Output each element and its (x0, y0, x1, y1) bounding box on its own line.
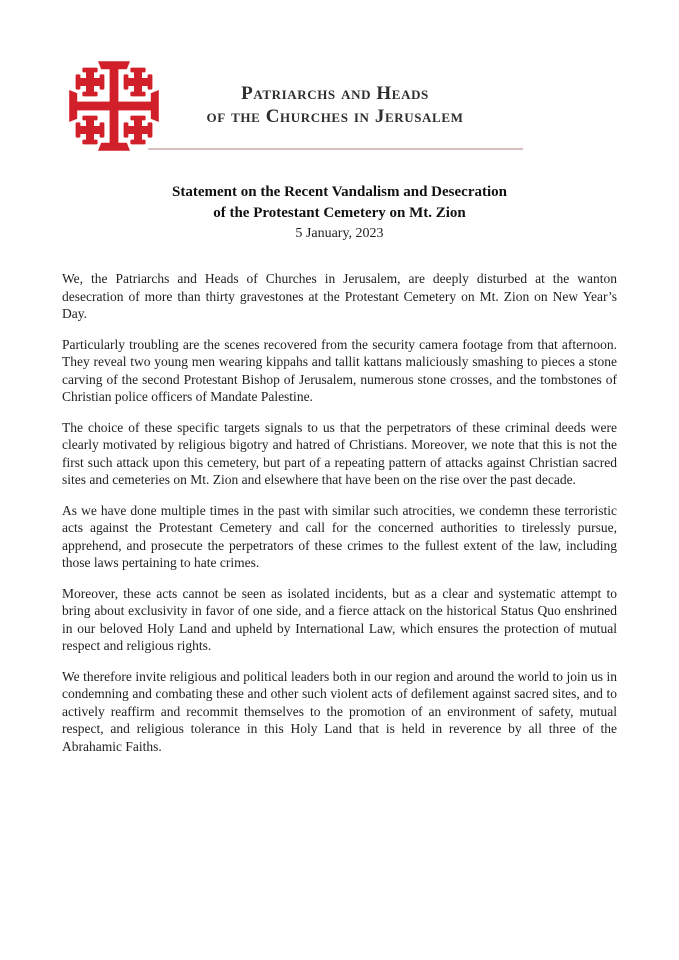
paragraph: Moreover, these acts cannot be seen as isolated incidents, but as a clear and systematic attempt to bring about exclusivity in favor of one side, and a fierce attack on the historical Status Quo enshrined in our beloved Holy Land and upheld by International Law, which ensures the protection of mutual respect and religious rights. (62, 585, 617, 653)
statement-title-line1: Statement on the Recent Vandalism and Desecration (172, 184, 507, 200)
paragraph: The choice of these specific targets signals to us that the perpetrators of these criminal deeds were clearly motivated by religious bigotry and hatred of Christians. Moreover, we note that this is not the first such attack upon this cemetery, but part of a repeating pattern of attacks against Christian sacred sites and cemeteries on Mt. Zion and elsewhere that have been on the rise over the past decade. (62, 419, 617, 487)
paragraph: As we have done multiple times in the past with similar such atrocities, we condemn these terroristic acts against the Protestant Cemetery and call for the concerned authorities to tirelessly pursue, apprehend, and prosecute the perpetrators of these crimes to the fullest extent of the law, including those laws pertaining to hate crimes. (62, 502, 617, 570)
org-name (150, 82, 520, 128)
letterhead-divider (148, 148, 523, 150)
jerusalem-cross-icon (66, 58, 162, 154)
statement-title (0, 182, 679, 224)
letterhead (0, 0, 679, 165)
statement-date: 5 January, 2023 (295, 226, 384, 241)
org-name-line2: of the Churches in Jerusalem (206, 106, 464, 127)
statement-title-line2: of the Protestant Cemetery on Mt. Zion (213, 205, 466, 221)
paragraph: Particularly troubling are the scenes recovered from the security camera footage from that afternoon. They reveal two young men wearing kippahs and tallit kattans maliciously smashing to pieces a stone carving of the second Protestant Bishop of Jerusalem, numerous stone crosses, and the tombstones of Christian police officers of Mandate Palestine. (62, 336, 617, 404)
paragraph: We therefore invite religious and political leaders both in our region and around the world to join us in condemning and combating these and other such violent acts of defilement against sacred sites, and to actively reaffirm and recommit themselves to the promotion of an environment of safety, mutual respect, and religious tolerance in this Holy Land that is held in reverence by all three of the Abrahamic Faiths. (62, 668, 617, 754)
paragraph: We, the Patriarchs and Heads of Churches in Jerusalem, are deeply disturbed at the wanton desecration of more than thirty gravestones at the Protestant Cemetery on Mt. Zion on New Year’s Day. (62, 271, 617, 321)
org-name-line1: Patriarchs and Heads (241, 83, 429, 104)
statement-body (62, 270, 617, 755)
